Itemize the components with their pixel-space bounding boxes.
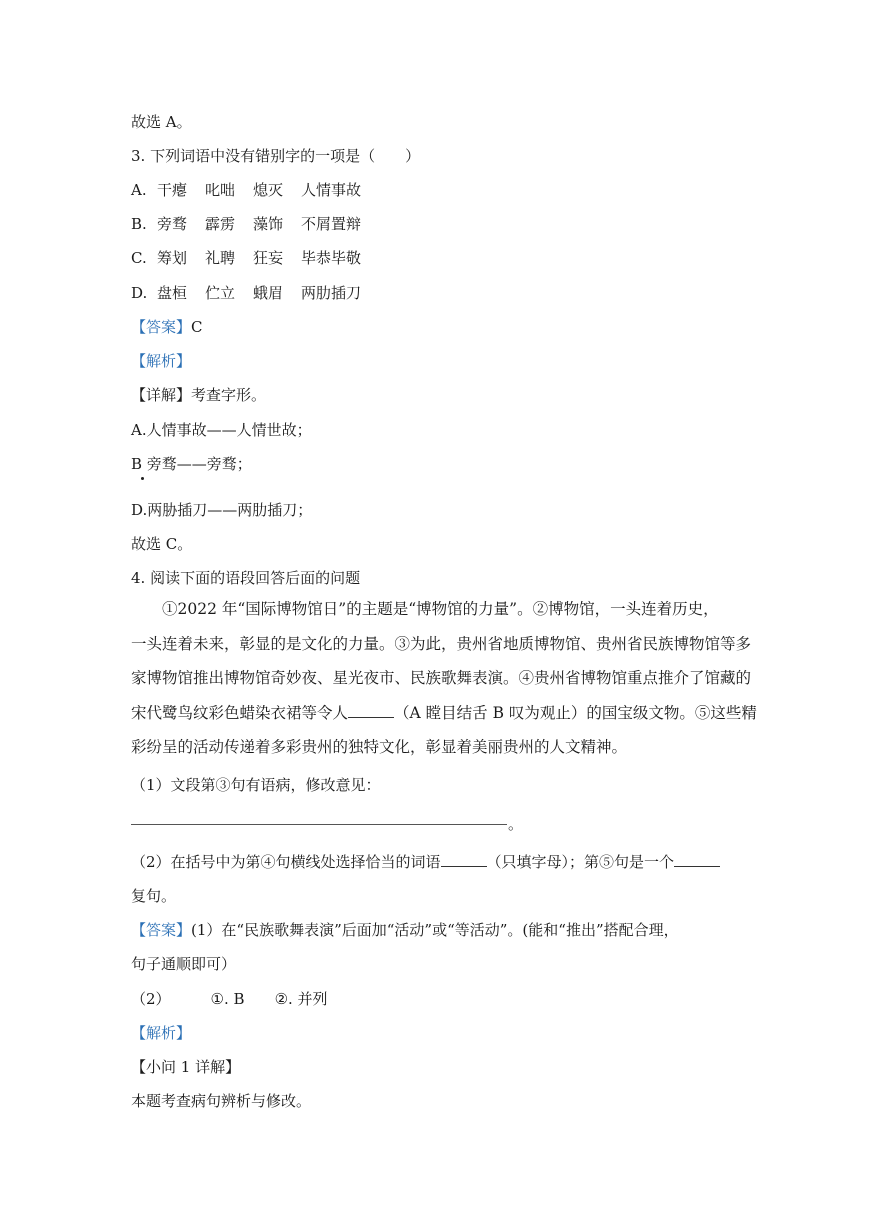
- q4-answer: [131, 920, 679, 940]
- sub2-text: （只填字母）；第⑤句是一个: [486, 853, 675, 871]
- paragraph-line: 彩纷呈的活动传递着多彩贵州的独特文化，彰显着美丽贵州的人文精神。: [131, 738, 628, 757]
- paragraph-line: [131, 696, 757, 731]
- option-word: 不屑置辩: [301, 215, 362, 233]
- option-word: 叱咄: [205, 181, 236, 199]
- option-word: 两肋插刀: [301, 284, 362, 302]
- option-word: 毕恭毕敬: [301, 249, 362, 267]
- fill-blank: [441, 852, 487, 867]
- option-word: 伫立: [205, 284, 236, 302]
- answer-label: 【答案】: [131, 921, 192, 939]
- q4-paragraph: [131, 592, 757, 765]
- answer-blank-end: 。: [508, 815, 524, 833]
- q3-stem: 3. 下列词语中没有错别字的一项是（ ）: [131, 147, 421, 165]
- option-word: 人情事故: [301, 181, 362, 199]
- option-letter: B.: [131, 215, 147, 233]
- option-word: 干瘪: [157, 181, 188, 199]
- paragraph-line-part: 宋代鹭鸟纹彩色蜡染衣裙等令人: [131, 703, 349, 722]
- option-word: 狂妄: [253, 249, 284, 267]
- answer-label: 【答案】: [131, 318, 192, 336]
- paragraph-line: 家博物馆推出博物馆奇妙夜、星光夜市、民族歌舞表演。④贵州省博物馆重点推介了馆藏的: [131, 669, 752, 688]
- option-word: 蛾眉: [253, 284, 284, 302]
- q2-conclusion: 故选 A。: [131, 113, 192, 131]
- q3-conclusion: 故选 C。: [131, 535, 193, 553]
- q4-analysis-label: 【解析】: [131, 1024, 192, 1042]
- q4-sub2: [131, 852, 720, 872]
- answer-part-a: ①. B: [210, 990, 245, 1008]
- option-letter: C.: [131, 249, 147, 267]
- option-word: 旁骛: [157, 215, 188, 233]
- answer-blank-line: [131, 824, 507, 825]
- option-word: 藻饰: [253, 215, 284, 233]
- q4-answer-line2: 句子通顺即可）: [131, 955, 237, 973]
- paragraph-line: 一头连着未来，彰显的是文化的力量。③为此，贵州省地质博物馆、贵州省民族博物馆等多: [131, 634, 752, 653]
- q3-option-c: [131, 248, 379, 268]
- option-word: 盘桓: [157, 284, 188, 302]
- q3-detail: 【详解】考查字形。: [131, 386, 267, 404]
- q4-answer-line3: [131, 989, 328, 1009]
- fill-blank: [348, 703, 394, 718]
- q3-answer: [131, 317, 203, 337]
- answer-part-b: ②. 并列: [274, 990, 328, 1008]
- q3-note-a: A.人情事故——人情世故；: [131, 421, 312, 439]
- paragraph-line-part: （A 瞠目结舌 B 叹为观止）的国宝级文物。⑤这些精: [394, 703, 757, 722]
- option-word: 筹划: [157, 249, 188, 267]
- q4-sub1: （1）文段第③句有语病，修改意见：: [131, 776, 381, 794]
- q3-option-b: [131, 214, 379, 234]
- q3-note-d: D.两胁插刀——两肋插刀；: [131, 501, 313, 519]
- paragraph-line: ①2022 年“国际博物馆日”的主题是“博物馆的力量”。②博物馆，一头连着历史，: [162, 600, 719, 618]
- q3-option-d: [131, 283, 379, 303]
- answer-prefix: （2）: [131, 990, 171, 1008]
- option-letter: A.: [131, 181, 147, 199]
- q4-sub-detail-text: 本题考查病句辨析与修改。: [131, 1092, 312, 1110]
- q3-note-b: B 旁骛——旁骛；: [131, 455, 252, 473]
- dot-mark: [141, 477, 144, 480]
- q3-option-a: [131, 180, 379, 200]
- answer-value: C: [191, 318, 203, 336]
- answer-text: (1）在“民族歌舞表演”后面加“活动”或“等活动”。(能和“推出”搭配合理，: [191, 921, 679, 939]
- q4-sub-detail-label: 【小问 1 详解】: [131, 1058, 241, 1076]
- q3-analysis-label: 【解析】: [131, 352, 192, 370]
- q4-stem: 4. 阅读下面的语段回答后面的问题: [131, 569, 361, 587]
- option-letter: D.: [131, 284, 148, 302]
- sub2-text: （2）在括号中为第④句横线处选择恰当的词语: [131, 853, 441, 871]
- option-word: 礼聘: [205, 249, 236, 267]
- fill-blank: [674, 852, 720, 867]
- q4-sub2-line2: 复句。: [131, 887, 177, 905]
- option-word: 熄灭: [253, 181, 284, 199]
- option-word: 霹雳: [205, 215, 236, 233]
